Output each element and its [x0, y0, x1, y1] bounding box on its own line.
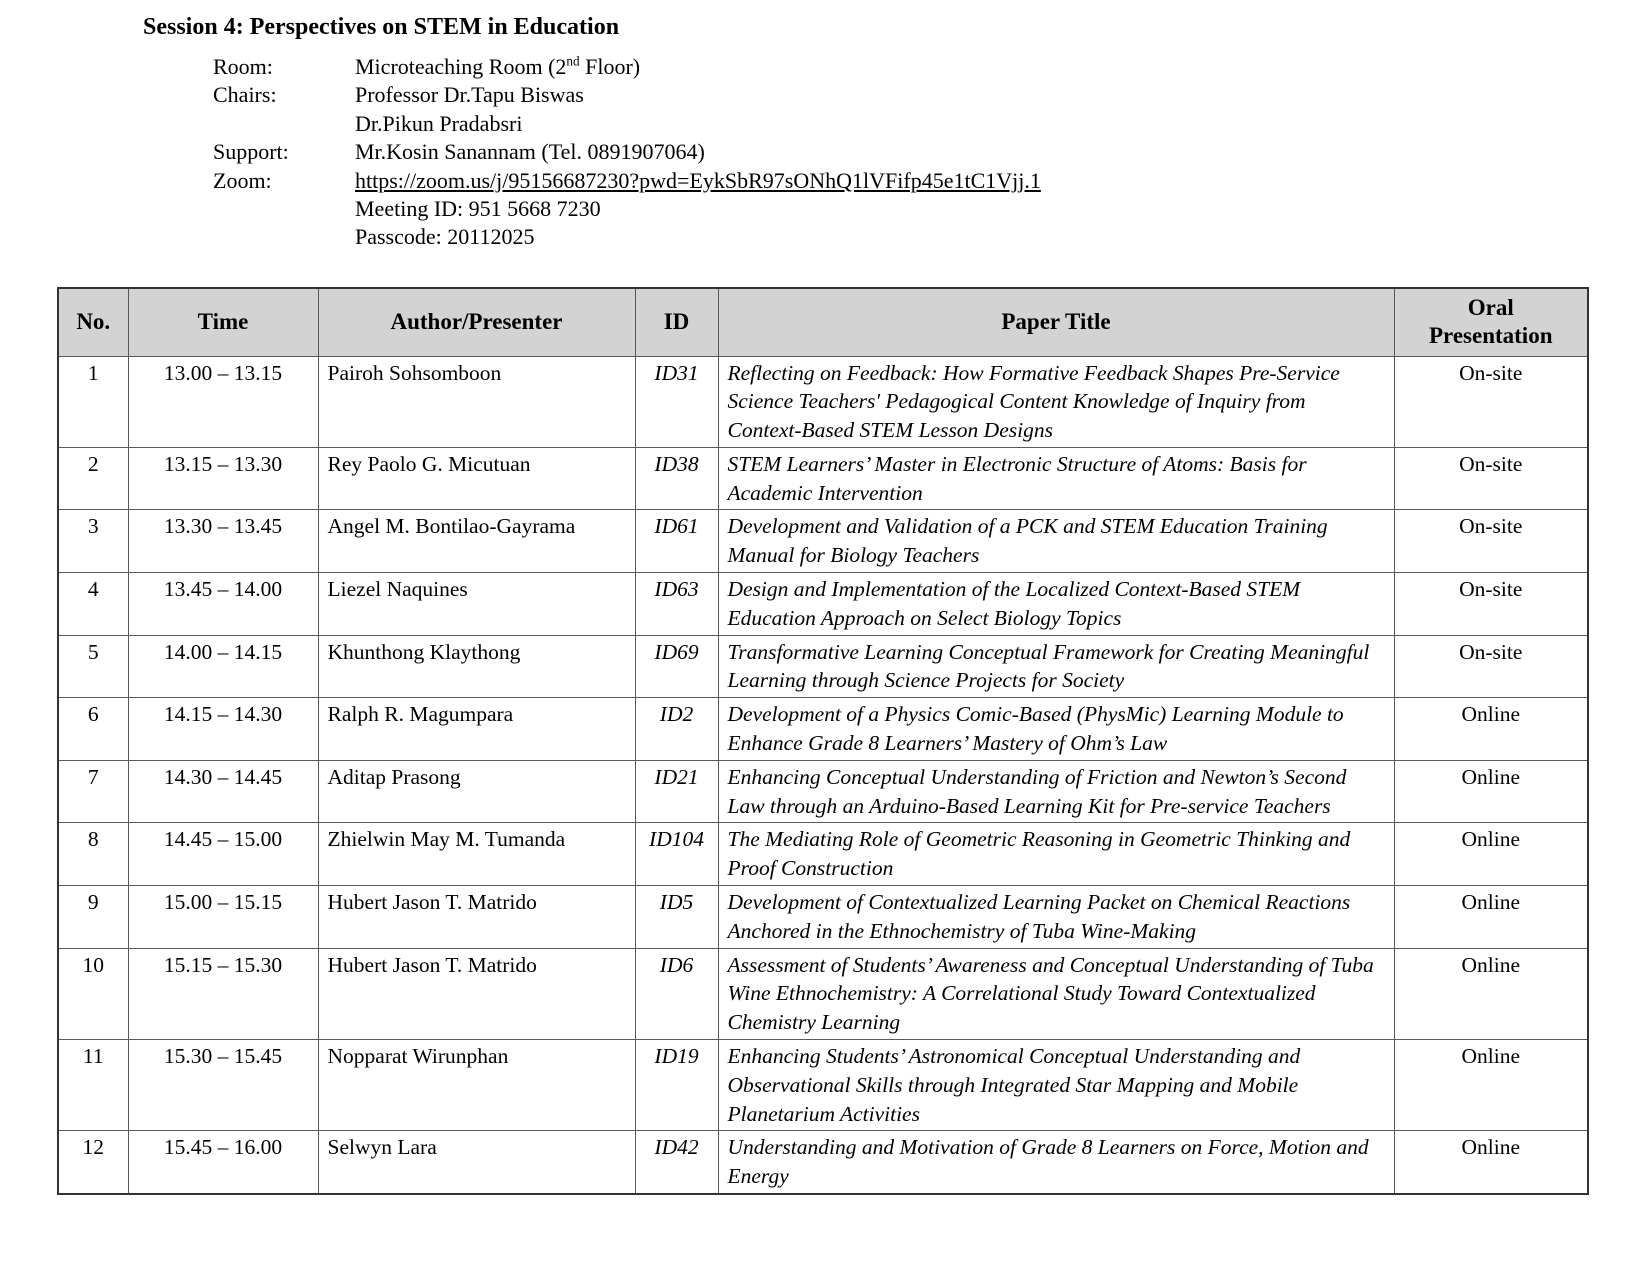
cell-id: ID31 [635, 356, 718, 447]
cell-no: 7 [58, 760, 128, 823]
cell-oral-presentation: Online [1394, 823, 1588, 886]
table-row [58, 823, 1588, 886]
cell-oral-presentation: Online [1394, 1040, 1588, 1131]
cell-id: ID69 [635, 635, 718, 698]
column-header: Oral Presentation [1394, 288, 1588, 356]
cell-id: ID104 [635, 823, 718, 886]
cell-author: Liezel Naquines [318, 573, 635, 636]
info-value [355, 81, 584, 109]
cell-author: Nopparat Wirunphan [318, 1040, 635, 1131]
info-label: Support: [213, 139, 289, 165]
table-row [58, 356, 1588, 447]
cell-id: ID2 [635, 698, 718, 761]
table-header [58, 288, 1588, 356]
column-header: Time [128, 288, 318, 356]
cell-oral-presentation: On-site [1394, 510, 1588, 573]
cell-author: Rey Paolo G. Micutuan [318, 447, 635, 510]
table-body [58, 356, 1588, 1194]
cell-paper-title: Reflecting on Feedback: How Formative Feedback Shapes Pre-Service Science Teachers' Pedagogical Content Knowledge of Inquiry from Context-Based STEM Lesson Designs [718, 356, 1394, 447]
table-row [58, 1131, 1588, 1194]
info-row [213, 81, 1041, 109]
cell-id: ID61 [635, 510, 718, 573]
cell-paper-title: Understanding and Motivation of Grade 8 Learners on Force, Motion and Energy [718, 1131, 1394, 1194]
cell-id: ID21 [635, 760, 718, 823]
cell-time: 13.00 – 13.15 [128, 356, 318, 447]
cell-author: Hubert Jason T. Matrido [318, 948, 635, 1039]
session-title: Session 4: Perspectives on STEM in Education [143, 14, 620, 40]
info-value [355, 138, 705, 166]
cell-no: 11 [58, 1040, 128, 1131]
info-value [355, 195, 601, 223]
cell-no: 5 [58, 635, 128, 698]
superscript-text: nd [566, 53, 580, 69]
info-text: Dr.Pikun Pradabsri [355, 110, 523, 136]
cell-id: ID42 [635, 1131, 718, 1194]
table-row [58, 886, 1588, 949]
info-text: Floor) [579, 54, 641, 79]
info-label: Room: [213, 54, 273, 79]
info-label: Zoom: [213, 167, 272, 193]
table-row [58, 510, 1588, 573]
cell-paper-title: Development of a Physics Comic-Based (PhysMic) Learning Module to Enhance Grade 8 Learners’ Mastery of Ohm’s Law [718, 698, 1394, 761]
cell-paper-title: Design and Implementation of the Localized Context-Based STEM Education Approach on Select Biology Topics [718, 573, 1394, 636]
cell-no: 6 [58, 698, 128, 761]
cell-paper-title: Enhancing Conceptual Understanding of Friction and Newton’s Second Law through an Arduino-Based Learning Kit for Pre-service Teachers [718, 760, 1394, 823]
table-header-row [58, 288, 1588, 356]
cell-author: Angel M. Bontilao-Gayrama [318, 510, 635, 573]
cell-time: 15.45 – 16.00 [128, 1131, 318, 1194]
info-value [355, 167, 1041, 195]
cell-time: 14.30 – 14.45 [128, 760, 318, 823]
info-value [355, 53, 640, 81]
info-text: Professor Dr.Tapu Biswas [355, 82, 584, 108]
cell-no: 1 [58, 356, 128, 447]
cell-paper-title: STEM Learners’ Master in Electronic Structure of Atoms: Basis for Academic Intervention [718, 447, 1394, 510]
cell-id: ID19 [635, 1040, 718, 1131]
info-row [213, 53, 1041, 81]
cell-no: 3 [58, 510, 128, 573]
info-label [213, 110, 355, 138]
cell-time: 13.45 – 14.00 [128, 573, 318, 636]
info-text: Meeting ID: 951 5668 7230 [355, 196, 601, 222]
cell-id: ID63 [635, 573, 718, 636]
info-text: Microteaching Room (2 [355, 54, 567, 79]
cell-author: Pairoh Sohsomboon [318, 356, 635, 447]
info-row [213, 195, 1041, 223]
cell-author: Khunthong Klaythong [318, 635, 635, 698]
column-header: ID [635, 288, 718, 356]
session-info-block [213, 53, 1041, 252]
cell-time: 15.15 – 15.30 [128, 948, 318, 1039]
info-value [355, 110, 522, 138]
table-row [58, 635, 1588, 698]
table-row [58, 760, 1588, 823]
info-row [213, 223, 1041, 251]
cell-no: 4 [58, 573, 128, 636]
info-value [355, 223, 534, 251]
info-label [213, 223, 355, 251]
cell-no: 8 [58, 823, 128, 886]
cell-id: ID38 [635, 447, 718, 510]
cell-oral-presentation: Online [1394, 698, 1588, 761]
cell-oral-presentation: Online [1394, 760, 1588, 823]
info-row [213, 138, 1041, 166]
cell-paper-title: Development of Contextualized Learning Packet on Chemical Reactions Anchored in the Ethnochemistry of Tuba Wine-Making [718, 886, 1394, 949]
table-row [58, 698, 1588, 761]
cell-time: 13.30 – 13.45 [128, 510, 318, 573]
cell-author: Aditap Prasong [318, 760, 635, 823]
cell-time: 15.30 – 15.45 [128, 1040, 318, 1131]
cell-time: 14.00 – 14.15 [128, 635, 318, 698]
info-label [213, 195, 355, 223]
cell-author: Ralph R. Magumpara [318, 698, 635, 761]
cell-time: 15.00 – 15.15 [128, 886, 318, 949]
cell-time: 13.15 – 13.30 [128, 447, 318, 510]
table-row [58, 573, 1588, 636]
cell-oral-presentation: Online [1394, 1131, 1588, 1194]
cell-paper-title: The Mediating Role of Geometric Reasoning in Geometric Thinking and Proof Construction [718, 823, 1394, 886]
session-schedule-table [57, 287, 1589, 1195]
info-row [213, 167, 1041, 195]
cell-oral-presentation: On-site [1394, 573, 1588, 636]
cell-id: ID6 [635, 948, 718, 1039]
cell-author: Selwyn Lara [318, 1131, 635, 1194]
info-text: Mr.Kosin Sanannam (Tel. 0891907064) [355, 139, 705, 165]
info-text: Passcode: 20112025 [355, 224, 535, 250]
cell-paper-title: Transformative Learning Conceptual Framework for Creating Meaningful Learning through Science Projects for Society [718, 635, 1394, 698]
cell-no: 2 [58, 447, 128, 510]
cell-author: Zhielwin May M. Tumanda [318, 823, 635, 886]
cell-time: 14.45 – 15.00 [128, 823, 318, 886]
cell-oral-presentation: Online [1394, 886, 1588, 949]
table-row [58, 447, 1588, 510]
table-row [58, 1040, 1588, 1131]
column-header: Paper Title [718, 288, 1394, 356]
column-header: Author/Presenter [318, 288, 635, 356]
cell-author: Hubert Jason T. Matrido [318, 886, 635, 949]
cell-paper-title: Assessment of Students’ Awareness and Conceptual Understanding of Tuba Wine Ethnochemistry: A Correlational Study Toward Contextualized Chemistry Learning [718, 948, 1394, 1039]
column-header: No. [58, 288, 128, 356]
cell-paper-title: Development and Validation of a PCK and STEM Education Training Manual for Biology Teachers [718, 510, 1394, 573]
cell-oral-presentation: On-site [1394, 447, 1588, 510]
zoom-link[interactable]: https://zoom.us/j/95156687230?pwd=EykSbR97sONhQ1lVFifp45e1tC1Vjj.1 [355, 167, 1041, 193]
info-row [213, 110, 1041, 138]
info-label: Chairs: [213, 82, 277, 108]
cell-oral-presentation: On-site [1394, 635, 1588, 698]
cell-no: 12 [58, 1131, 128, 1194]
cell-id: ID5 [635, 886, 718, 949]
cell-paper-title: Enhancing Students’ Astronomical Conceptual Understanding and Observational Skills through Integrated Star Mapping and Mobile Planetarium Activities [718, 1040, 1394, 1131]
table-row [58, 948, 1588, 1039]
cell-oral-presentation: On-site [1394, 356, 1588, 447]
cell-no: 9 [58, 886, 128, 949]
cell-no: 10 [58, 948, 128, 1039]
cell-oral-presentation: Online [1394, 948, 1588, 1039]
cell-time: 14.15 – 14.30 [128, 698, 318, 761]
